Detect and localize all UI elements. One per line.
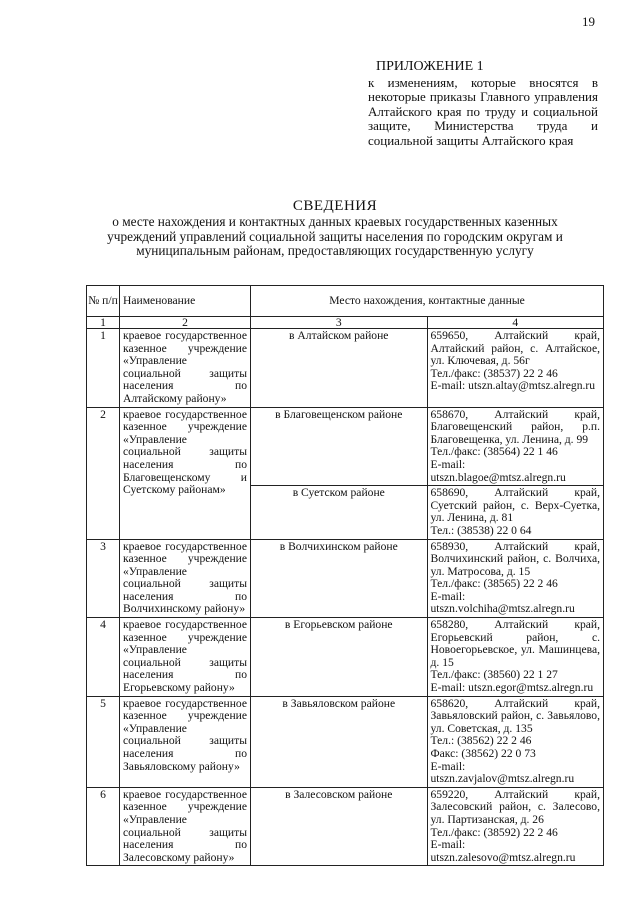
- row-number: 4: [87, 618, 120, 697]
- email: E-mail: utszn.egor@mtsz.alregn.ru: [430, 681, 594, 695]
- contact-details: [427, 539, 604, 618]
- heading-title: СВЕДЕНИЯ: [292, 198, 378, 214]
- col-index: 4: [427, 317, 604, 329]
- email: E-mail: utszn.zalesovo@mtsz.alregn.ru: [430, 838, 576, 864]
- institution-name: краевое государственное казенное учреждение «Управление социальной защиты населения по Залесовскому району»: [120, 787, 251, 866]
- address: 658690, Алтайский край, Суетский район, с. Верх-Суетка, ул. Ленина, д. 81: [430, 486, 600, 525]
- row-number: 6: [87, 787, 120, 866]
- phone: Тел./факс: (38564) 22 1 46: [430, 445, 558, 459]
- institution-name: краевое государственное казенное учреждение «Управление социальной защиты населения по Алтайскому району»: [120, 329, 251, 408]
- fax: Факс: (38562) 22 0 73: [430, 747, 536, 760]
- institution-name: краевое государственное казенное учреждение «Управление социальной защиты населения по Егорьевскому району»: [120, 618, 251, 697]
- institution-name: краевое государственное казенное учреждение «Управление социальной защиты населения по Благовещенскому и Суетскому районам»: [120, 407, 251, 539]
- district: в Егорьевском районе: [251, 618, 428, 697]
- phone: Тел.: (38538) 22 0 64: [430, 523, 532, 537]
- table-row: [87, 329, 604, 408]
- institutions-table: [86, 285, 604, 866]
- appendix-title: ПРИЛОЖЕНИЕ 1: [376, 59, 484, 74]
- address: 659650, Алтайский край, Алтайский район, с. Алтайское, ул. Ключевая, д. 56г: [430, 329, 600, 368]
- email: E-mail: utszn.altay@mtsz.alregn.ru: [430, 379, 596, 393]
- email: E-mail: utszn.blagoe@mtsz.alregn.ru: [430, 457, 566, 484]
- district: в Завьяловском районе: [251, 696, 428, 787]
- phone: Тел./факс: (38560) 22 1 27: [430, 668, 558, 682]
- contact-details: [427, 329, 604, 408]
- table-row: [87, 618, 604, 697]
- col-index: 1: [87, 317, 120, 329]
- table-row: [87, 539, 604, 618]
- email: E-mail: utszn.volchiha@mtsz.alregn.ru: [430, 589, 575, 616]
- header-num: № п/п: [87, 286, 120, 317]
- district: в Алтайском районе: [251, 329, 428, 408]
- address: 658930, Алтайский край, Волчихинский район, с. Волчиха, ул. Матросова, д. 15: [430, 539, 600, 578]
- header-name: Наименование: [120, 286, 251, 317]
- contact-details: [427, 407, 604, 486]
- district: в Благовещенском районе: [251, 407, 428, 486]
- institution-name: краевое государственное казенное учреждение «Управление социальной защиты населения по Волчихинскому району»: [120, 539, 251, 618]
- header-location: Место нахождения, контактные данные: [251, 286, 604, 317]
- page-number: 19: [582, 14, 595, 29]
- phone: Тел./факс: (38592) 22 2 46: [430, 825, 558, 839]
- phone: Тел./факс: (38537) 22 2 46: [430, 366, 558, 380]
- phone: Тел./факс: (38565) 22 2 46: [430, 577, 558, 591]
- district: в Залесовском районе: [251, 787, 428, 866]
- row-number: 3: [87, 539, 120, 618]
- address: 658280, Алтайский край, Егорьевский район, с. Новоегорьевское, ул. Машинцева, д. 15: [430, 618, 600, 669]
- table-row: [87, 787, 604, 866]
- heading-subtitle: о месте нахождения и контактных данных краевых государственных казенных учреждений управлений социальной защиты населения по городским округам и муниципальным районам, предоставляющих государственную услугу: [107, 214, 563, 259]
- contact-details: [427, 787, 604, 866]
- document-heading: [100, 198, 570, 259]
- institution-name: краевое государственное казенное учреждение «Управление социальной защиты населения по Завьяловскому району»: [120, 696, 251, 787]
- email: E-mail: utszn.zavjalov@mtsz.alregn.ru: [430, 759, 575, 786]
- appendix-block: [368, 60, 598, 148]
- address: 658670, Алтайский край, Благовещенский район, р.п. Благовещенка, ул. Ленина, д. 99: [430, 407, 600, 446]
- district: в Суетском районе: [251, 486, 428, 539]
- address: 658620, Алтайский край, Завьяловский район, с. Завьялово, ул. Советская, д. 135: [430, 696, 600, 735]
- column-index-row: [87, 317, 604, 329]
- district: в Волчихинском районе: [251, 539, 428, 618]
- contact-details: [427, 618, 604, 697]
- col-index: 2: [120, 317, 251, 329]
- table-row: [87, 696, 604, 787]
- contact-details: [427, 486, 604, 539]
- row-number: 2: [87, 407, 120, 539]
- phone: Тел.: (38562) 22 2 46: [430, 734, 532, 748]
- contact-details: [427, 696, 604, 787]
- address: 659220, Алтайский край, Залесовский район, с. Залесово, ул. Партизанская, д. 26: [430, 787, 600, 826]
- appendix-text: к изменениям, которые вносятся в некоторые приказы Главного управления Алтайского края по труду и социальной защите, Министерства труда и социальной защиты Алтайского края: [368, 74, 598, 148]
- row-number: 1: [87, 329, 120, 408]
- table-header-row: [87, 286, 604, 317]
- col-index: 3: [251, 317, 428, 329]
- table-row: [87, 407, 604, 486]
- row-number: 5: [87, 696, 120, 787]
